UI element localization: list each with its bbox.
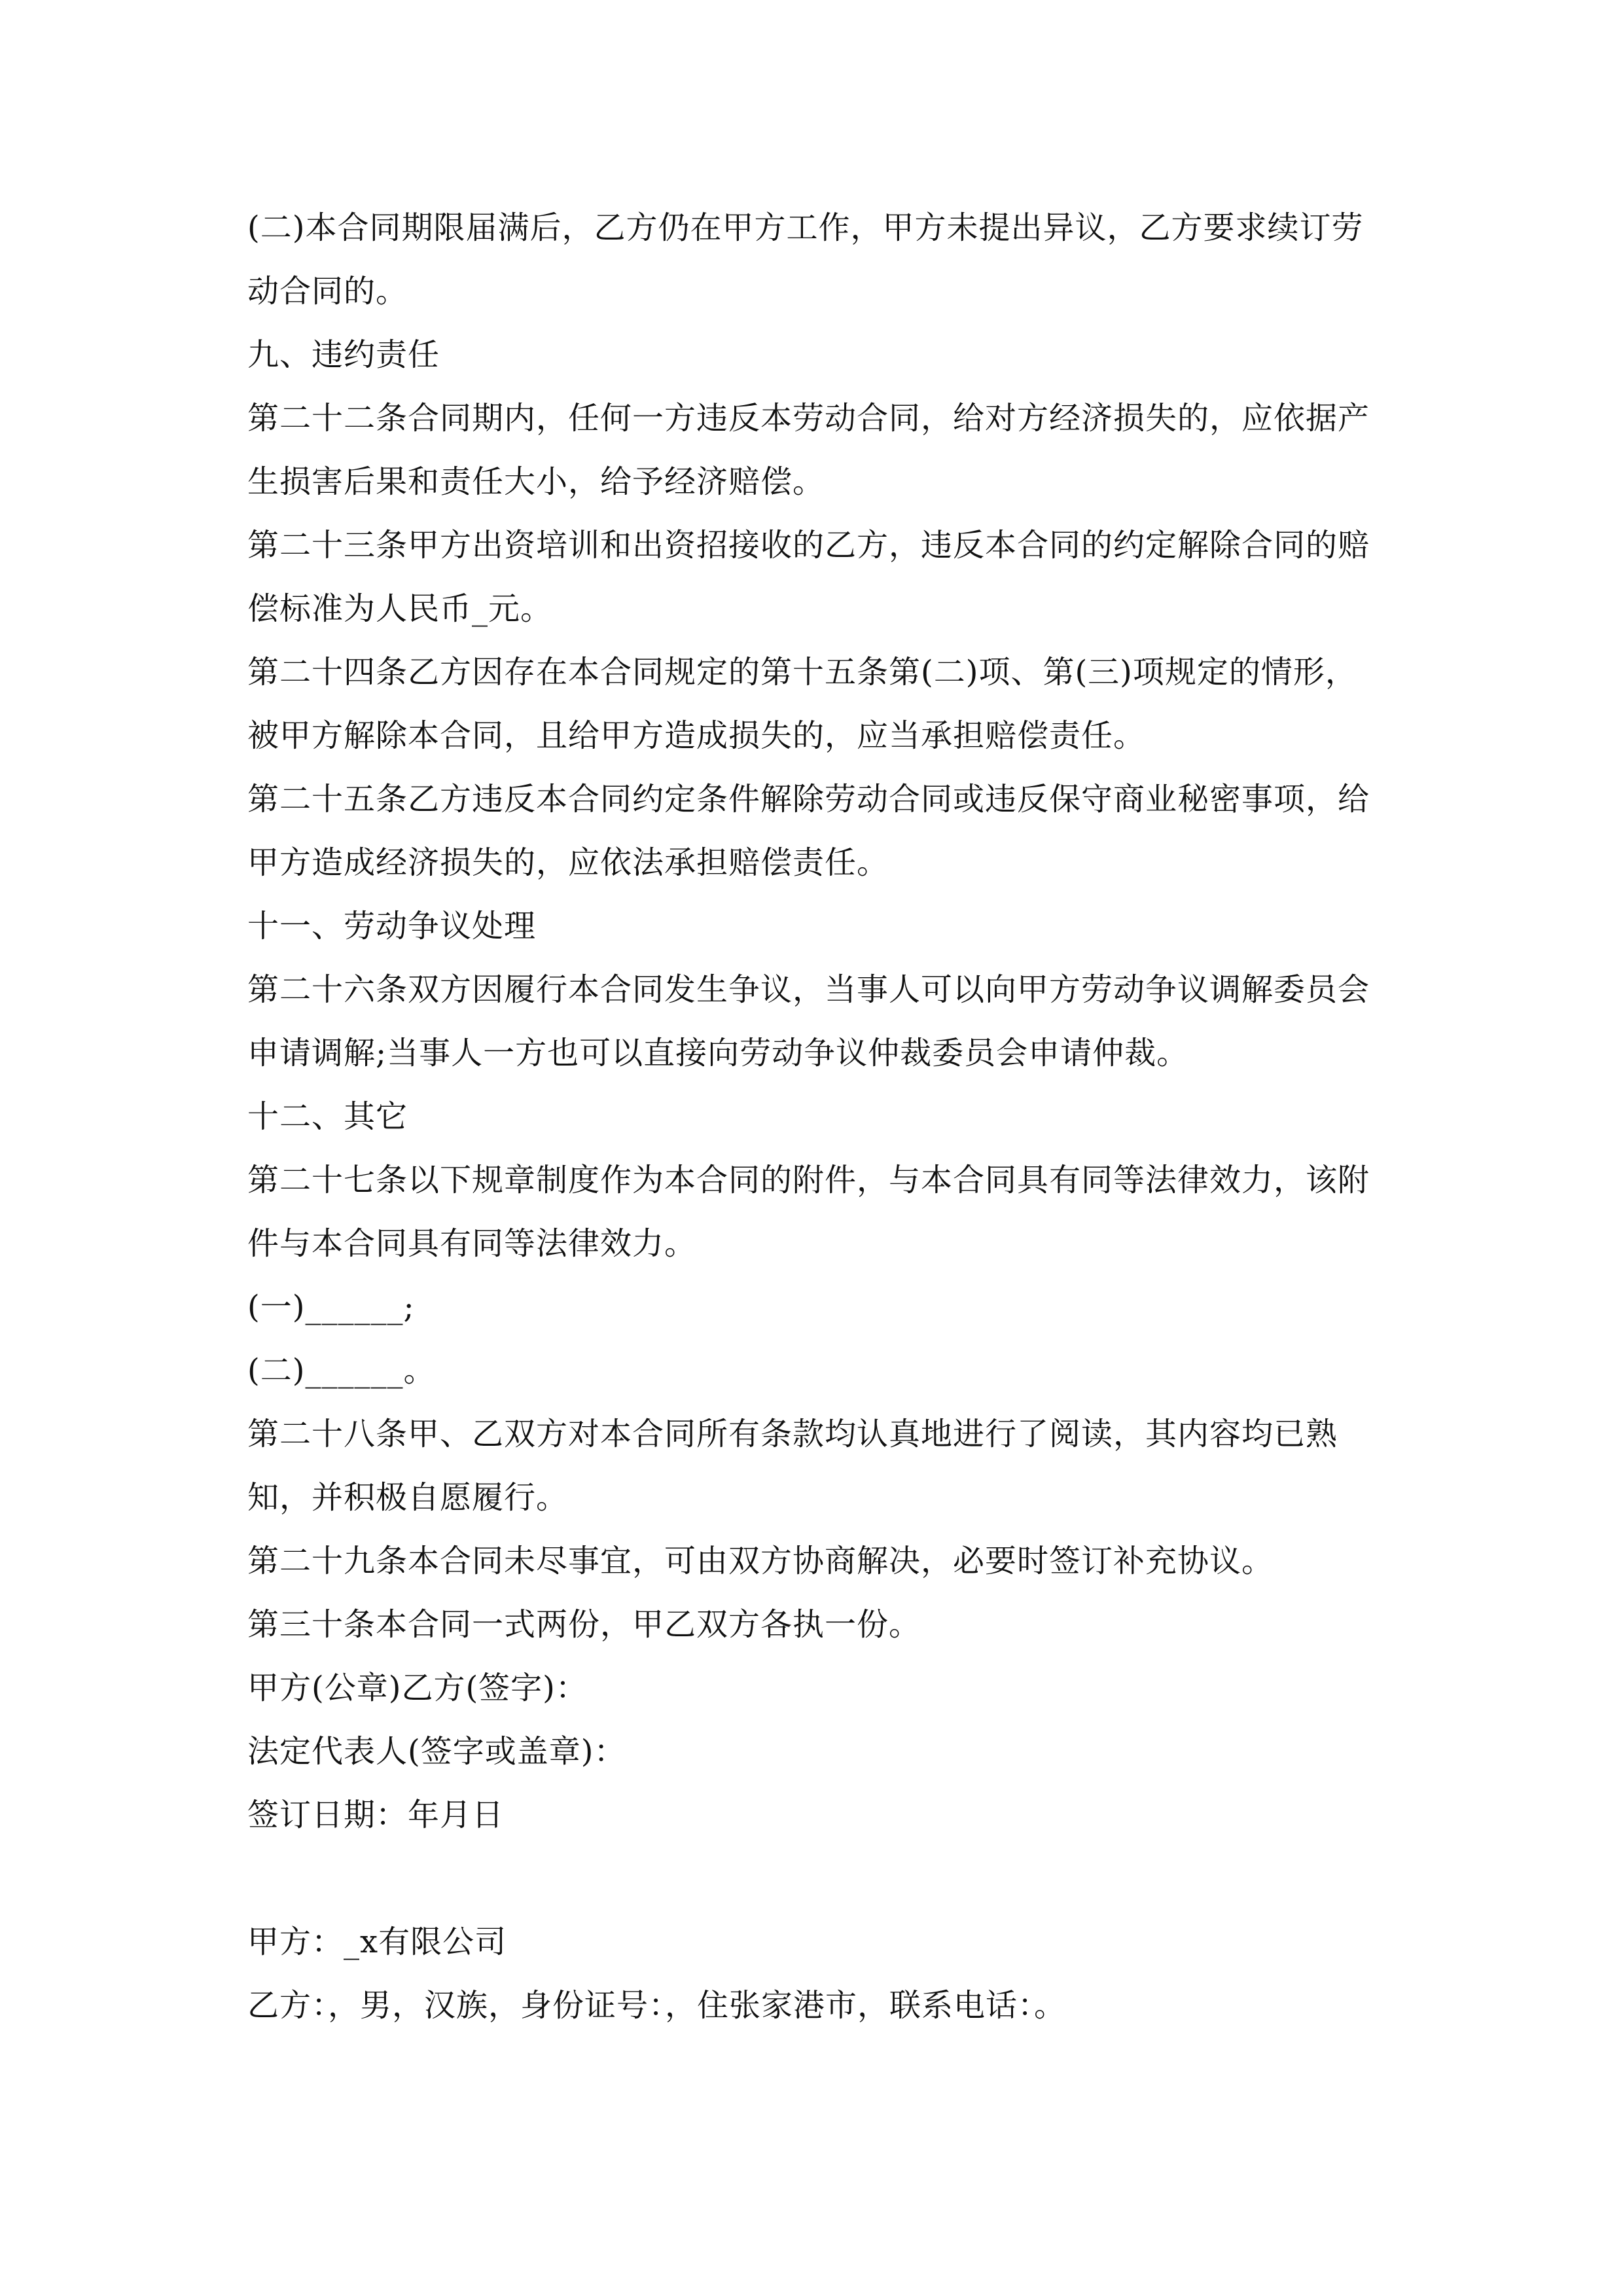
list-item: (二)______。 xyxy=(247,1352,436,1389)
paragraph: 第二十四条乙方因存在本合同规定的第十五条第(二)项、第(三)项规定的情形，被甲方解除本合同，且给甲方造成损失的，应当承担赔偿责任。 xyxy=(247,654,1357,754)
signature-line: 法定代表人(签字或盖章)： xyxy=(247,1733,626,1770)
list-item: (一)______; xyxy=(247,1289,415,1325)
date-line: 签订日期：年月日 xyxy=(247,1797,505,1833)
paragraph: 第二十二条合同期内，任何一方违反本劳动合同，给对方经济损失的，应依据产生损害后果和责任大小，给予经济赔偿。 xyxy=(247,400,1370,500)
contract-body xyxy=(247,196,1386,2037)
paragraph: 第二十三条甲方出资培训和出资招接收的乙方，违反本合同的约定解除合同的赔偿标准为人民币_元。 xyxy=(247,527,1370,627)
section-heading: 九、违约责任 xyxy=(247,336,440,373)
signature-line: 甲方(公章)乙方(签字)： xyxy=(247,1670,588,1706)
blank-line xyxy=(247,1847,1386,1910)
section-heading: 十二、其它 xyxy=(247,1098,408,1135)
section-heading: 十一、劳动争议处理 xyxy=(247,908,537,944)
paragraph: 第二十八条甲、乙双方对本合同所有条款均认真地进行了阅读，其内容均已熟知，并积极自愿履行。 xyxy=(247,1416,1338,1516)
paragraph: 第二十七条以下规章制度作为本合同的附件，与本合同具有同等法律效力，该附件与本合同具有同等法律效力。 xyxy=(247,1162,1370,1262)
paragraph: 第二十九条本合同未尽事宜，可由双方协商解决，必要时签订补充协议。 xyxy=(247,1543,1274,1579)
paragraph: 第二十六条双方因履行本合同发生争议，当事人可以向甲方劳动争议调解委员会申请调解;当事人一方也可以直接向劳动争议仲裁委员会申请仲裁。 xyxy=(247,971,1370,1071)
paragraph: (二)本合同期限届满后，乙方仍在甲方工作，甲方未提出异议，乙方要求续订劳动合同的。 xyxy=(247,209,1364,310)
party-b-line: 乙方：，男，汉族，身份证号：，住张家港市，联系电话：。 xyxy=(247,1987,1067,2024)
party-a-line: 甲方：_x有限公司 xyxy=(247,1924,507,1960)
paragraph: 第二十五条乙方违反本合同约定条件解除劳动合同或违反保守商业秘密事项，给甲方造成经济损失的，应依法承担赔偿责任。 xyxy=(247,781,1370,881)
paragraph: 第三十条本合同一式两份，甲乙双方各执一份。 xyxy=(247,1606,921,1643)
